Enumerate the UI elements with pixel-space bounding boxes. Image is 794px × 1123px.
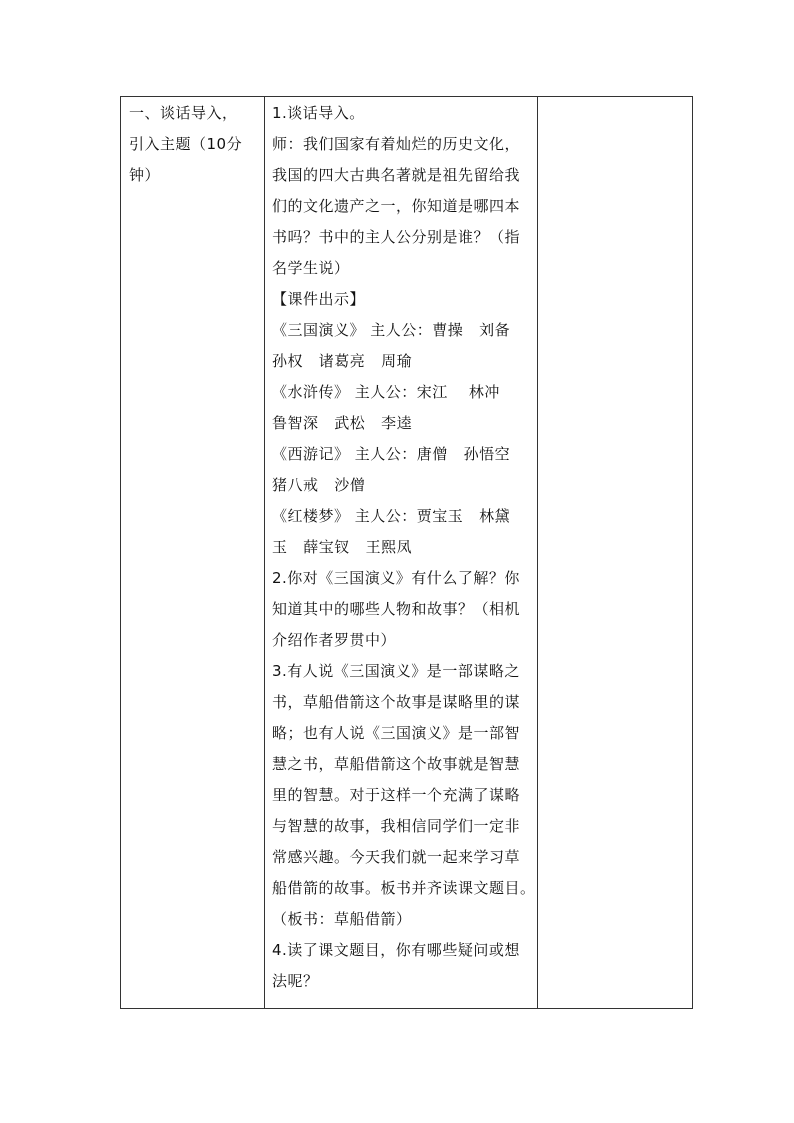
notes-cell	[538, 97, 693, 1009]
content-line: 《红楼梦》 主人公：贾宝玉 林黛	[272, 507, 511, 525]
content-line: 慧之书，草船借箭这个故事就是智慧	[272, 755, 521, 773]
content-line: 里的智慧。对于这样一个充满了谋略	[272, 786, 521, 804]
content-line: 1.谈话导入。	[272, 104, 365, 122]
content-line: 名学生说）	[272, 259, 350, 277]
content-line: 法呢？	[272, 972, 319, 990]
stage-line: 钟）	[129, 166, 161, 184]
content-line: 《三国演义》 主人公：曹操 刘备	[272, 321, 511, 339]
content-line: 《西游记》 主人公：唐僧 孙悟空	[272, 445, 511, 463]
content-line: （板书：草船借箭）	[272, 910, 412, 928]
content-line: 略；也有人说《三国演义》是一部智	[272, 724, 521, 742]
content-line: 常感兴趣。今天我们就一起来学习草	[272, 848, 521, 866]
content-line: 介绍作者罗贯中）	[272, 631, 397, 649]
content-line: 们的文化遗产之一，你知道是哪四本	[272, 197, 521, 215]
content-text	[265, 97, 537, 997]
content-line: 与智慧的故事，我相信同学们一定非	[272, 817, 521, 835]
content-line: 玉 薛宝钗 王熙凤	[272, 538, 413, 556]
stage-line: 一、谈话导入，	[129, 104, 238, 122]
stage-cell	[121, 97, 265, 1009]
content-line: 4.读了课文题目，你有哪些疑问或想	[272, 941, 520, 959]
stage-text	[121, 97, 264, 191]
lesson-plan-table	[120, 96, 693, 1009]
content-line: 鲁智深 武松 李逵	[272, 414, 413, 432]
content-line: 书，草船借箭这个故事是谋略里的谋	[272, 693, 521, 711]
content-line: 猪八戒 沙僧	[272, 476, 366, 494]
content-line: 2.你对《三国演义》有什么了解？你	[272, 569, 520, 587]
content-line: 书吗？书中的主人公分别是谁？（指	[272, 228, 521, 246]
content-line: 我国的四大古典名著就是祖先留给我	[272, 166, 521, 184]
table-row	[121, 97, 693, 1009]
content-line: 《水浒传》 主人公：宋江 林冲	[272, 383, 500, 401]
content-line: 【课件出示】	[272, 290, 366, 308]
content-line: 船借箭的故事。板书并齐读课文题目。	[272, 879, 536, 897]
content-line: 3.有人说《三国演义》是一部谋略之	[272, 662, 520, 680]
content-line: 孙权 诸葛亮 周瑜	[272, 352, 413, 370]
stage-line: 引入主题（10分	[129, 135, 243, 153]
content-line: 师：我们国家有着灿烂的历史文化，	[272, 135, 521, 153]
content-cell	[265, 97, 538, 1009]
content-line: 知道其中的哪些人物和故事？（相机	[272, 600, 521, 618]
